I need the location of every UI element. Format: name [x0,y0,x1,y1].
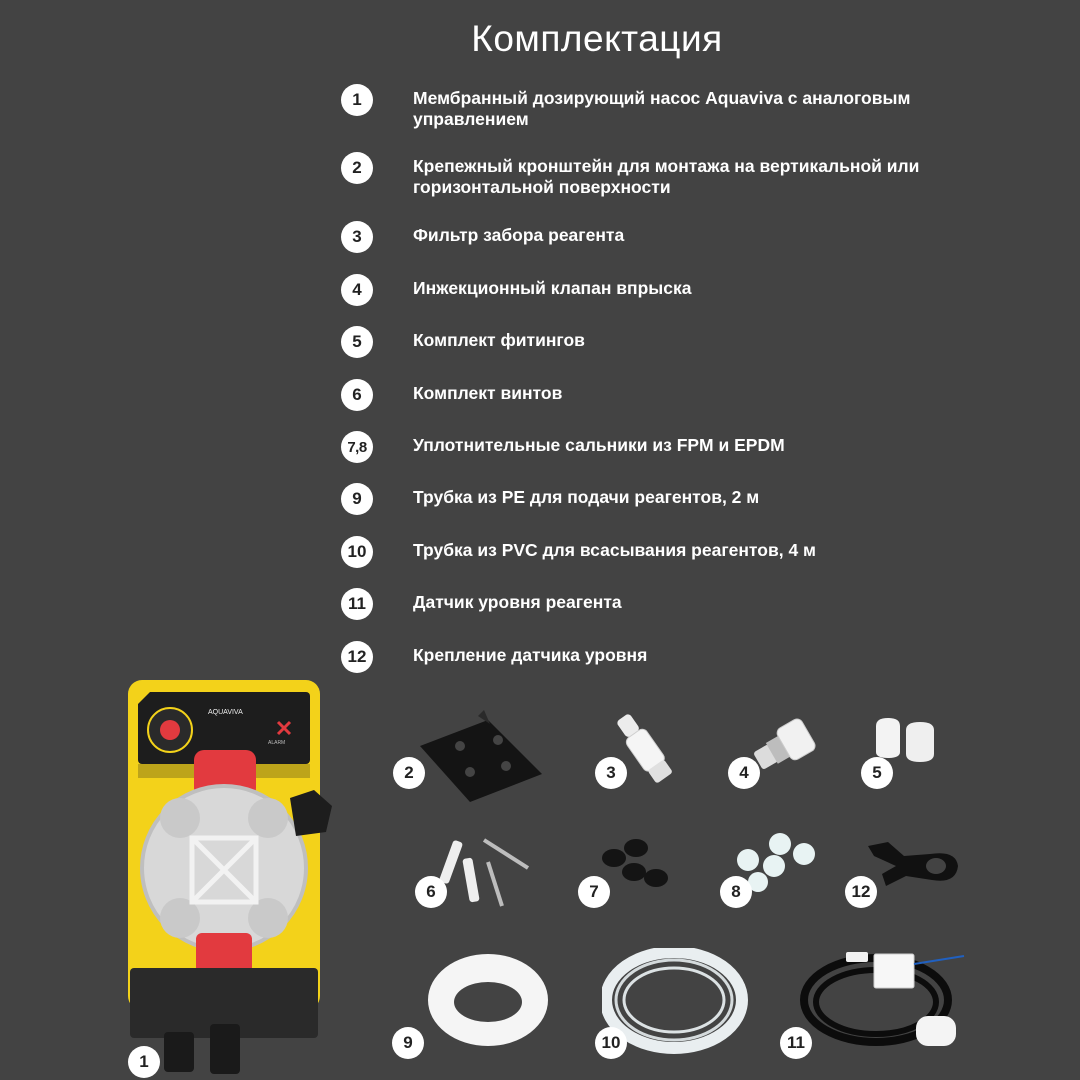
photo-label-sensor-mount: 12 [845,876,877,908]
item-number-badge: 9 [341,483,373,515]
item-text: Уплотнительные сальники из FPM и EPDM [413,435,785,455]
item-number-badge: 2 [341,152,373,184]
item-text: Трубка из PVC для всасывания реагентов, 4 м [413,540,816,560]
item-text: Инжекционный клапан впрыска [413,278,692,298]
pump-brand-label: AQUAVIVA [208,709,243,716]
level-sensor-image [796,946,970,1058]
item-number-badge: 5 [341,326,373,358]
item-text: Мембранный дозирующий насос Aquaviva с аналоговым управлением [413,88,911,129]
item-text: Фильтр забора реагента [413,225,625,245]
item-number-badge: 3 [341,221,373,253]
photo-label-level-sensor: 11 [780,1027,812,1059]
screws-set-image [432,828,542,912]
photo-label-injector: 4 [728,757,760,789]
item-text: Комплект винтов [413,383,563,403]
item-number-badge: 7,8 [341,431,373,463]
item-text: Датчик уровня реагента [413,592,622,612]
item-number-badge: 12 [341,641,373,673]
dosing-pump-image [124,678,354,1080]
item-number-badge: 11 [341,588,373,620]
item-number-badge: 1 [341,84,373,116]
pe-tube-image [424,950,550,1060]
item-text: Трубка из PE для подачи реагентов, 2 м [413,487,760,507]
page-title: Комплектация [471,18,723,59]
sensor-mount-image [864,836,964,892]
item-text: Крепление датчика уровня [413,645,648,665]
item-number-badge: 6 [341,379,373,411]
photo-label-pe-tube: 9 [392,1027,424,1059]
photo-label-pvc-tube: 10 [595,1027,627,1059]
photo-label-epdm-seals: 8 [720,876,752,908]
item-number-badge: 4 [341,274,373,306]
item-number-badge: 10 [341,536,373,568]
photo-label-filter: 3 [595,757,627,789]
mounting-bracket-image [410,708,550,808]
photo-label-screws: 6 [415,876,447,908]
item-text: Крепежный кронштейн для монтажа на вертикальной или горизонтальной поверхности [413,156,920,197]
pump-alarm-label: ALARM [268,740,286,746]
photo-label-fittings: 5 [861,757,893,789]
photo-label-pump: 1 [128,1046,160,1078]
item-text: Комплект фитингов [413,330,585,350]
photo-label-fpm-seals: 7 [578,876,610,908]
photo-label-bracket: 2 [393,757,425,789]
